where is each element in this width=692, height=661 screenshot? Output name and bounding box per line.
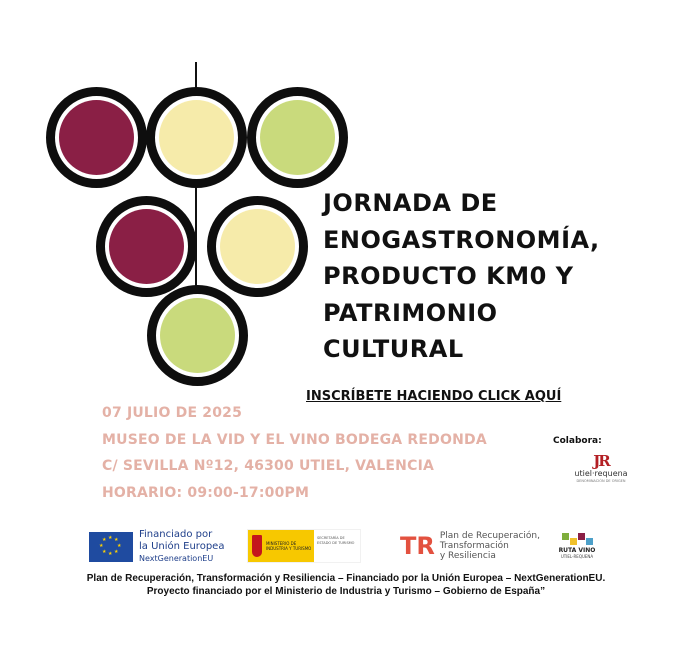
grape-cream-top-center — [146, 87, 247, 188]
ministry-name: MINISTERIO DE INDUSTRIA Y TURISMO — [265, 541, 312, 551]
prtr-line1: Plan de Recuperación, — [439, 531, 541, 541]
event-date: 07 JULIO DE 2025 — [102, 405, 243, 421]
grape-cream-middle-right — [207, 196, 308, 297]
ministry-logo — [247, 529, 361, 563]
event-schedule: HORARIO: 09:00-17:00PM — [102, 485, 310, 501]
event-title — [323, 185, 683, 368]
event-venue: MUSEO DE LA VID Y EL VINO BODEGA REDONDA — [102, 432, 487, 448]
collaborator-label: Colabora: — [553, 436, 602, 446]
recovery-plan-mark: TR — [400, 532, 435, 560]
prtr-line2: Transformación — [439, 541, 509, 551]
title-line: JORNADA DE — [323, 189, 498, 217]
eu-line2: la Unión Europea — [139, 541, 225, 552]
utiel-requena-mark: JR — [593, 452, 609, 470]
utiel-requena-sub: DENOMINACIÓN DE ORIGEN — [576, 479, 626, 483]
ruta-vino-icon — [553, 533, 601, 547]
ruta-vino-logo — [553, 533, 601, 559]
title-line: CULTURAL — [323, 335, 464, 363]
prtr-line3: y Resiliencia — [439, 551, 496, 561]
ruta-vino-sub: UTIEL-REQUENA — [560, 554, 594, 559]
eu-funding-logo — [89, 529, 224, 565]
title-line: PATRIMONIO — [323, 298, 498, 327]
ruta-vino-name: RUTA VINO — [558, 547, 596, 554]
grape-lime-top-right — [247, 87, 348, 188]
grape-wine-top-left — [46, 87, 147, 188]
spain-shield-icon — [252, 535, 262, 557]
grape-lime-bottom — [147, 285, 248, 386]
recovery-plan-logo — [400, 531, 540, 561]
event-address: C/ SEVILLA Nº12, 46300 UTIEL, VALENCIA — [102, 458, 435, 474]
register-link[interactable]: INSCRÍBETE HACIENDO CLICK AQUÍ — [306, 389, 562, 404]
title-line: ENOGASTRONOMÍA, — [323, 225, 600, 254]
eu-flag-icon: ★ ★ ★ ★ ★ ★ ★ ★ — [89, 532, 133, 562]
title-line: PRODUCTO KM0 Y — [323, 262, 574, 290]
utiel-requena-logo — [571, 453, 631, 489]
ministry-secretariat: SECRETARÍA DE ESTADO DE TURISMO — [314, 530, 360, 562]
eu-line1: Financiado por — [139, 529, 213, 540]
grape-wine-middle-left — [96, 196, 197, 297]
utiel-requena-name: utiel·requena — [574, 469, 628, 478]
footer-funding-line2: Proyecto financiado por el Ministerio de Industria y Turismo – Gobierno de España” — [146, 586, 546, 597]
footer-funding-line1: Plan de Recuperación, Transformación y Resiliencia – Financiado por la Unión Europea – NextGenerationEU. — [86, 573, 606, 584]
eu-line3: NextGenerationEU — [139, 554, 214, 563]
